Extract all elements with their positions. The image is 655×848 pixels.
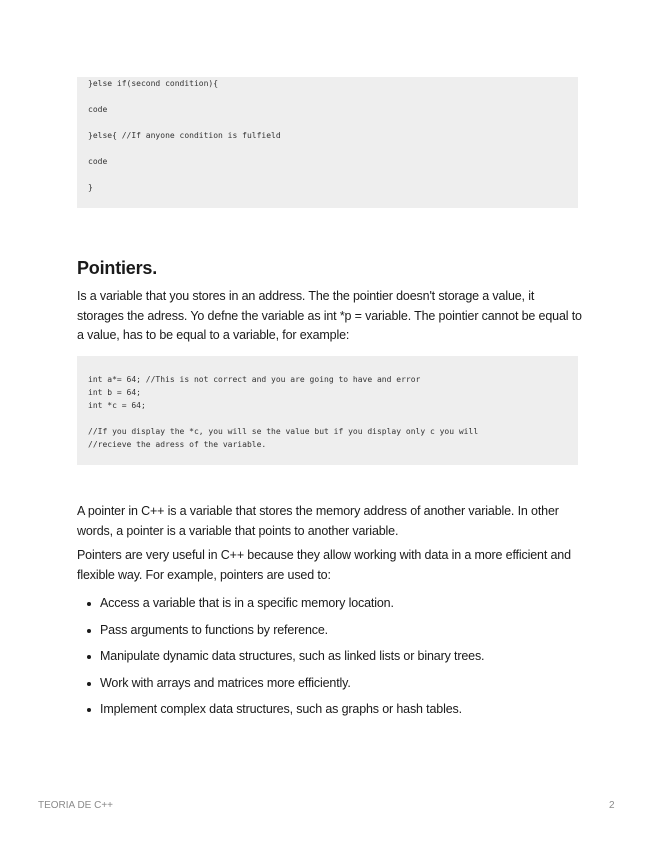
code-line: }else if(second condition){ <box>88 79 219 88</box>
intro-paragraph: Is a variable that you stores in an address. The the pointier doesn't storage a value, it storages the adress. Yo defne the variable as int *p = variable. The pointier cannot be equal to a value, has to be equal to a variable, for example: <box>77 289 582 342</box>
list-item <box>77 674 582 693</box>
section-heading: Pointiers. <box>77 258 158 278</box>
list-item <box>77 594 582 613</box>
code-line: //If you display the *c, you will se the value but if you display only c you will <box>88 427 479 436</box>
list-item-text: Pass arguments to functions by reference. <box>100 622 328 637</box>
body-paragraph: Pointers are very useful in C++ because they allow working with data in a more efficient and flexible way. For example, pointers are used to: <box>77 548 571 582</box>
code-line <box>88 412 567 425</box>
code-line: }else{ //If anyone condition is fulfield <box>88 131 281 140</box>
footer-title: TEORIA DE C++ <box>38 800 114 811</box>
list-item <box>77 700 582 719</box>
code-line: code <box>88 105 108 114</box>
pointer-uses-list <box>77 594 582 727</box>
bullet-icon <box>87 629 91 633</box>
list-item <box>77 647 582 666</box>
bullet-icon <box>87 682 91 686</box>
code-block-pointer-example <box>77 356 578 465</box>
code-line: int a*= 64; //This is not correct and you are going to have and error <box>88 375 421 384</box>
code-block-conditionals <box>77 77 578 208</box>
list-item-text: Work with arrays and matrices more efficiently. <box>100 675 351 690</box>
list-item-text: Implement complex data structures, such as graphs or hash tables. <box>100 702 462 716</box>
code-line: } <box>88 183 93 192</box>
code-line: //recieve the adress of the variable. <box>88 440 267 449</box>
code-line: int b = 64; <box>88 388 141 397</box>
code-line: code <box>88 157 108 166</box>
bullet-icon <box>87 602 91 606</box>
bullet-icon <box>87 655 91 659</box>
page-number: 2 <box>609 800 615 811</box>
bullet-icon <box>87 708 91 712</box>
code-line: int *c = 64; <box>88 401 146 410</box>
list-item-text: Manipulate dynamic data structures, such as linked lists or binary trees. <box>100 649 485 663</box>
list-item-text: Access a variable that is in a specific memory location. <box>100 596 394 610</box>
list-item <box>77 621 582 640</box>
body-paragraph: A pointer in C++ is a variable that stores the memory address of another variable. In other words, a pointer is a variable that points to another variable. <box>77 504 559 538</box>
